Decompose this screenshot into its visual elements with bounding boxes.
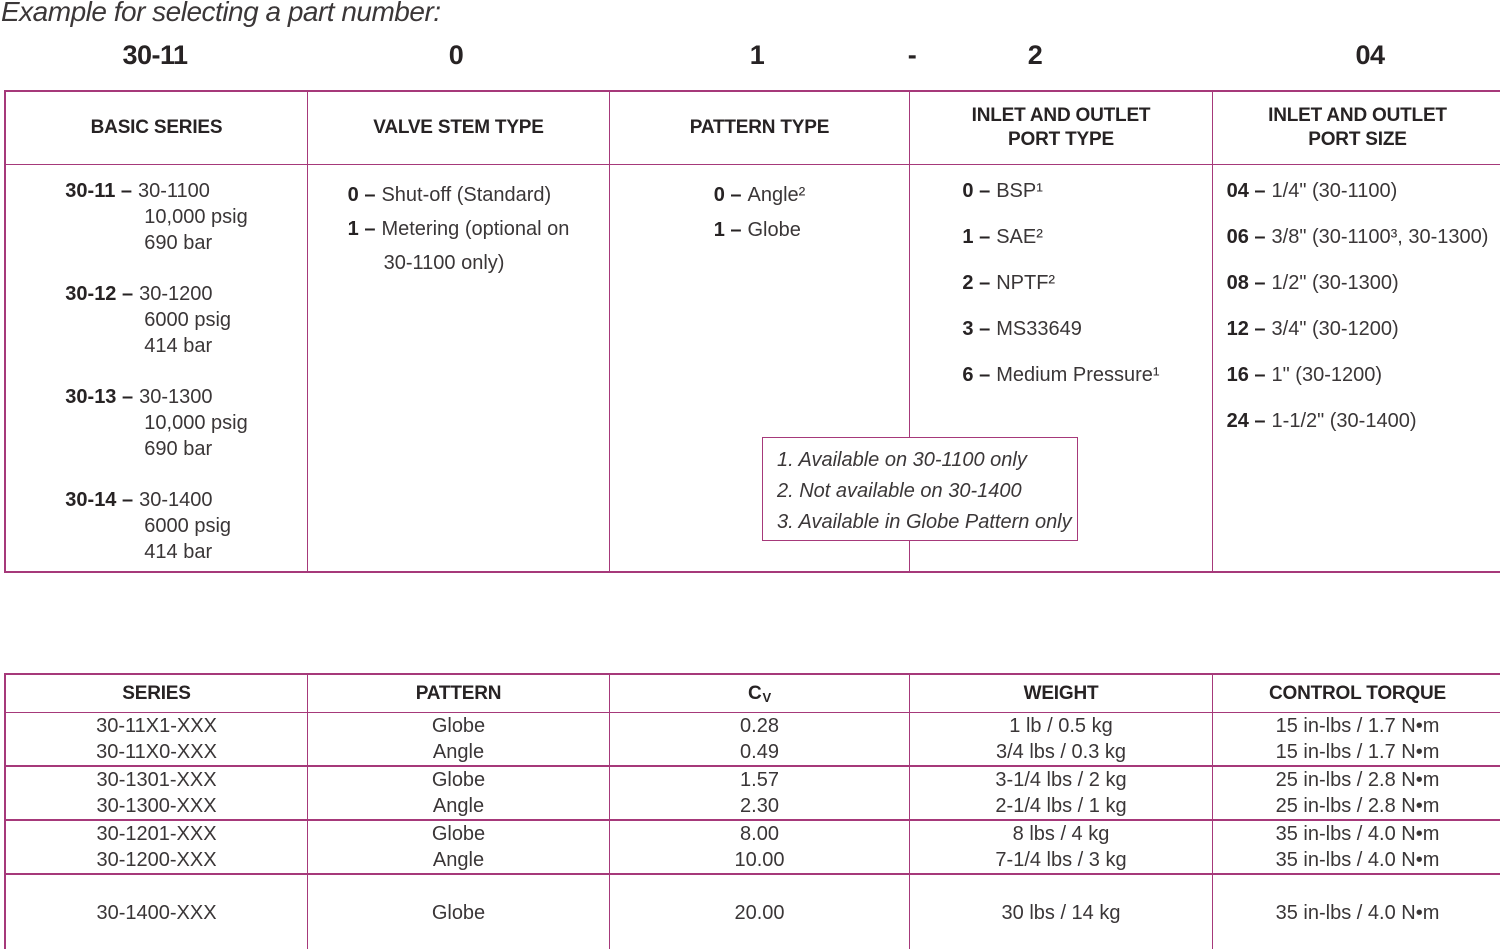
code-entry [962, 178, 1159, 204]
code-description: Medium Pressure¹ [996, 364, 1160, 386]
code-description: Shut-off (Standard) [381, 184, 552, 206]
text-line: 30-1301-XXX [96, 769, 217, 791]
text-line: Angle [432, 849, 485, 871]
footnotes-box [762, 437, 1078, 541]
text-line: 30-11X0-XXX [96, 741, 217, 763]
code-description: 30-1300 [139, 386, 213, 408]
entry-group [962, 178, 1159, 408]
code-line [348, 212, 570, 246]
text-line: 2-1/4 lbs / 1 kg [995, 795, 1127, 817]
code-value: 16 – [1226, 364, 1266, 386]
code-value: 1 – [713, 219, 742, 241]
code-value: 0 – [713, 184, 742, 206]
text-line: 8 lbs / 4 kg [1012, 823, 1110, 845]
selector-column-port-size [1212, 165, 1500, 571]
selector-header-pattern-type [609, 92, 909, 165]
text-line: 30-1200-XXX [96, 849, 217, 871]
text-line: 2.30 [740, 795, 779, 817]
code-line [962, 362, 1159, 388]
code-description: 1-1/2" (30-1400) [1271, 410, 1417, 432]
code-line [962, 270, 1159, 296]
text-line: 6000 psig [144, 309, 232, 331]
spec-cell-cv [609, 767, 909, 819]
code-line [1227, 178, 1489, 204]
code-description-continuation [65, 410, 247, 462]
spec-header-control-torque: CONTROL TORQUE [1212, 675, 1500, 712]
spec-cell-weight [909, 767, 1212, 819]
spec-cell-pattern [307, 821, 609, 873]
code-line [1227, 270, 1489, 296]
spec-cell-control-torque [1212, 821, 1500, 873]
cv-subscript: V [762, 690, 771, 705]
entry-group [1227, 178, 1489, 454]
spec-rows [6, 713, 1500, 949]
code-entry [714, 213, 806, 248]
text-line: 25 in-lbs / 2.8 N•m [1275, 769, 1440, 791]
spec-header-weight: WEIGHT [909, 675, 1212, 712]
spec-header-row [6, 675, 1500, 713]
text-line: 414 bar [144, 335, 213, 357]
code-value: 06 – [1226, 226, 1266, 248]
spec-row-group [6, 821, 1500, 875]
text-line: 10,000 psig [144, 206, 248, 228]
selector-header-port-size [1212, 92, 1500, 165]
spec-cell-series [6, 767, 307, 819]
code-value: 1 – [347, 218, 376, 240]
code-line [1227, 224, 1489, 250]
code-description: 3/8" (30-1100³, 30-1300) [1271, 226, 1489, 248]
code-line [65, 178, 247, 204]
code-description: 1/4" (30-1100) [1271, 180, 1398, 202]
code-value: 2 – [962, 272, 991, 294]
code-description-continuation [348, 246, 570, 280]
code-value: 24 – [1226, 410, 1266, 432]
code-entry [1227, 178, 1489, 204]
text-line: 7-1/4 lbs / 3 kg [995, 849, 1127, 871]
code-value: 12 – [1226, 318, 1266, 340]
footnote: 2. Not available on 30-1400 [777, 480, 1022, 502]
code-value: 30-11 – [65, 180, 133, 202]
code-entry [65, 487, 247, 565]
footnote: 1. Available on 30-1100 only [777, 449, 1027, 471]
code-value: 0 – [962, 180, 991, 202]
spec-row-group [6, 767, 1500, 821]
code-entry [1227, 224, 1489, 250]
text-line: 30-1100 only) [383, 252, 505, 274]
spec-cell-control-torque [1212, 875, 1500, 949]
spec-cell-pattern [307, 767, 609, 819]
spec-cell-series [6, 821, 307, 873]
code-value: 30-12 – [65, 283, 134, 305]
selector-header-port-type [909, 92, 1212, 165]
text-line: 1 lb / 0.5 kg [1009, 715, 1113, 737]
code-description-continuation [65, 307, 247, 359]
code-entry [65, 178, 247, 256]
code-value: 0 – [347, 184, 376, 206]
code-description: BSP¹ [996, 180, 1043, 202]
text-line: 20.00 [734, 902, 785, 924]
code-line [962, 316, 1159, 342]
spec-cell-pattern [307, 713, 609, 765]
spec-header-series: SERIES [122, 682, 191, 704]
code-entry [962, 316, 1159, 342]
spec-cell-control-torque [1212, 767, 1500, 819]
entry-group [348, 178, 570, 280]
code-description: 1" (30-1200) [1271, 364, 1383, 386]
code-value: 1 – [962, 226, 991, 248]
code-value: 08 – [1226, 272, 1266, 294]
part-number-segment-stem-type: 0 [448, 40, 464, 70]
spec-cell-cv [609, 821, 909, 873]
text-line: 10.00 [734, 849, 785, 871]
text-line: Angle [432, 795, 485, 817]
selector-header-valve-stem-type [307, 92, 609, 165]
text-line: 35 in-lbs / 4.0 N•m [1275, 849, 1440, 871]
specifications-table [4, 673, 1500, 949]
cv-symbol: C [747, 682, 762, 704]
code-entry [348, 178, 570, 212]
code-description: 30-1100 [138, 180, 210, 202]
text-line: 690 bar [144, 438, 213, 460]
text-line: 30-1400-XXX [96, 902, 217, 924]
code-description: NPTF² [996, 272, 1056, 294]
text-line: 35 in-lbs / 4.0 N•m [1275, 902, 1440, 924]
text-line: 3-1/4 lbs / 2 kg [995, 769, 1127, 791]
text-line: 30-11X1-XXX [96, 715, 217, 737]
spec-row-group [6, 713, 1500, 767]
code-description: 1/2" (30-1300) [1271, 272, 1399, 294]
part-number-segment-pattern: 1 [749, 40, 765, 70]
code-description: 30-1400 [139, 489, 213, 511]
selector-column-valve-stem-type [307, 165, 609, 571]
code-value: 30-13 – [65, 386, 134, 408]
part-number-segment-dash: - [907, 40, 917, 70]
spec-cell-cv [609, 875, 909, 949]
code-value: 30-14 – [65, 489, 134, 511]
code-entry [1227, 316, 1489, 342]
code-entry [714, 178, 806, 213]
code-line [714, 178, 806, 213]
code-line [1227, 316, 1489, 342]
spec-cell-weight [909, 821, 1212, 873]
text-line: 0.28 [740, 715, 779, 737]
spec-cell-weight [909, 713, 1212, 765]
text-line: 690 bar [144, 232, 213, 254]
code-entry [962, 362, 1159, 388]
code-line [65, 384, 247, 410]
code-entry [962, 270, 1159, 296]
selector-column-basic-series [6, 165, 307, 571]
text-line: 15 in-lbs / 1.7 N•m [1275, 741, 1440, 763]
code-entry [65, 384, 247, 462]
code-entry [1227, 362, 1489, 388]
text-line: Globe [431, 902, 486, 924]
code-description: Globe [747, 219, 801, 241]
spec-row-group [6, 875, 1500, 949]
spec-cell-series [6, 875, 307, 949]
code-line [962, 224, 1159, 250]
part-number-segment-port-size: 04 [1355, 40, 1385, 70]
code-line [348, 178, 570, 212]
code-entry [1227, 408, 1489, 434]
text-line: 30 lbs / 14 kg [1001, 902, 1121, 924]
text-line: 6000 psig [144, 515, 232, 537]
text-line: 15 in-lbs / 1.7 N•m [1275, 715, 1440, 737]
code-line [1227, 408, 1489, 434]
text-line: Globe [431, 769, 486, 791]
selector-header-label: BASIC SERIES [90, 117, 223, 138]
spec-header-cv [609, 675, 909, 712]
text-line: Globe [431, 715, 486, 737]
spec-cell-cv [609, 713, 909, 765]
spec-cell-weight [909, 875, 1212, 949]
entry-group [714, 178, 806, 248]
footnote: 3. Available in Globe Pattern only [777, 511, 1072, 533]
part-number-segment-port-type: 2 [1027, 40, 1043, 70]
spec-cell-control-torque [1212, 713, 1500, 765]
code-line [962, 178, 1159, 204]
code-entry [962, 224, 1159, 250]
text-line: Globe [431, 823, 486, 845]
selector-header-label: INLET AND OUTLET PORT TYPE [971, 105, 1151, 150]
part-number-selector-table [4, 90, 1500, 573]
code-entry [348, 212, 570, 280]
selector-header-label: VALVE STEM TYPE [373, 117, 544, 138]
code-value: 6 – [962, 364, 991, 386]
text-line: 25 in-lbs / 2.8 N•m [1275, 795, 1440, 817]
text-line: 10,000 psig [144, 412, 248, 434]
entry-group [65, 178, 247, 571]
text-line: 414 bar [144, 541, 213, 563]
code-line [714, 213, 806, 248]
selector-header-label: PATTERN TYPE [689, 117, 830, 138]
code-description: 3/4" (30-1200) [1271, 318, 1399, 340]
code-description: Metering (optional on [381, 218, 570, 240]
code-line [65, 487, 247, 513]
text-line: 0.49 [740, 741, 779, 763]
text-line: 30-1300-XXX [96, 795, 217, 817]
code-line [65, 281, 247, 307]
code-value: 04 – [1226, 180, 1266, 202]
code-description: Angle² [747, 184, 806, 206]
spec-cell-series [6, 713, 307, 765]
code-entry [65, 281, 247, 359]
code-value: 3 – [962, 318, 991, 340]
text-line: 35 in-lbs / 4.0 N•m [1275, 823, 1440, 845]
text-line: 1.57 [740, 769, 779, 791]
code-description-continuation [65, 204, 247, 256]
code-description: SAE² [996, 226, 1043, 248]
part-number-segment-basic-series: 30-11 [122, 40, 188, 70]
text-line: 8.00 [740, 823, 779, 845]
spec-cell-pattern [307, 875, 609, 949]
text-line: Angle [432, 741, 485, 763]
text-line: 3/4 lbs / 0.3 kg [995, 741, 1127, 763]
code-description: MS33649 [996, 318, 1082, 340]
code-line [1227, 362, 1489, 388]
code-entry [1227, 270, 1489, 296]
spec-header-pattern: PATTERN [307, 675, 609, 712]
selector-header-basic-series [6, 92, 307, 165]
code-description-continuation [65, 513, 247, 565]
page-title: Example for selecting a part number: [1, 0, 441, 27]
selector-header-label: INLET AND OUTLET PORT SIZE [1268, 105, 1447, 150]
code-description: 30-1200 [139, 283, 213, 305]
text-line: 30-1201-XXX [96, 823, 217, 845]
